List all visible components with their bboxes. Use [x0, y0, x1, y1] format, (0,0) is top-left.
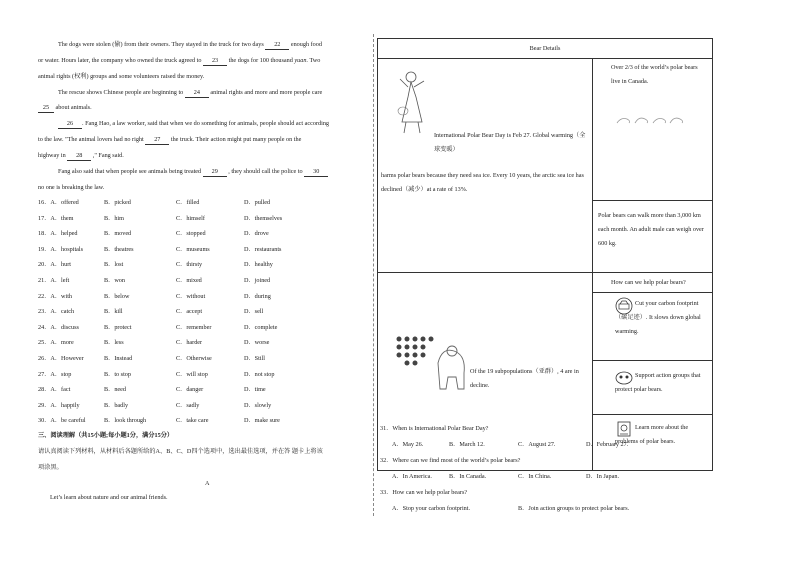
question-31: 31．When is International Polar Bear Day?: [380, 425, 489, 432]
question-option: B．below: [104, 292, 130, 300]
bear-walk-fact: Polar bears can walk more than 3,000 km each month. An adult male can weigh over 600 kg.: [598, 212, 704, 247]
question-option: D．slowly: [244, 401, 272, 409]
question-option-a: 28．A．fact: [38, 386, 71, 394]
question-option: B．Instead: [104, 355, 133, 362]
question-option: B．him: [104, 214, 124, 222]
question-option: B．look through: [104, 417, 147, 425]
question-option: B．protect: [104, 323, 132, 331]
instructions: 请认真阅读下列材料，从材料后各题所给的A、B、C、D四个选项中，选出最佳选项，并在答 题卡上将该: [38, 448, 323, 455]
question-option: D．joined: [244, 277, 271, 284]
question-option: C．mixed: [176, 277, 202, 284]
question-option: D．time: [244, 386, 266, 394]
help-groups-cell: [593, 361, 713, 415]
question-option: B．kill: [104, 308, 123, 316]
table-title: Bear Details: [529, 45, 561, 52]
option: B．March 12.: [449, 441, 485, 448]
blank-28: 28: [67, 152, 91, 161]
passage-line: or water. Hours later, the company who owned the truck agreed to 23 the dogs for 100 thousand yuan. Two: [38, 57, 321, 64]
question-option-a: 27．A．stop: [38, 370, 72, 378]
blank-27: 27: [145, 136, 169, 145]
help-groups: Support action groups that protect polar bears.: [615, 372, 701, 393]
option: A．In America.: [392, 473, 432, 480]
question-option: B．less: [104, 339, 124, 347]
help-title-cell: [593, 273, 713, 293]
question-option-a: 16．A．offered: [38, 199, 79, 206]
question-option: D．sell: [244, 308, 264, 316]
question-option-a: 20．A．hurt: [38, 261, 71, 269]
blank-29: 29: [203, 168, 227, 177]
help-learn: Learn more about the problems of polar bears.: [615, 424, 689, 445]
question-option: B．need: [104, 386, 126, 394]
question-option: D．pulled: [244, 199, 271, 206]
passage-line: The dogs were stolen (偷) from their owners. They stayed in the truck for two days 22 enough food: [58, 41, 322, 48]
question-option: C．thirsty: [176, 261, 203, 269]
question-option-a: 29．A．happily: [38, 401, 80, 409]
question-option: C．danger: [176, 386, 204, 394]
help-title: How can we help polar bears?: [611, 279, 686, 286]
question-option: D．drove: [244, 230, 269, 238]
blank-23: 23: [203, 57, 227, 66]
question-option-a: 25．A．more: [38, 339, 74, 347]
question-option: C．harder: [176, 339, 203, 347]
option: B．In Canada.: [449, 473, 487, 480]
question-option-a: 30．A．be careful: [38, 417, 86, 425]
question-option-a: 19．A．hospitals: [38, 245, 84, 253]
section-heading: 三、阅读理解（共15小题;每小题1分，满分15分）: [38, 432, 174, 439]
girl-with-bear-image: [394, 67, 432, 137]
blank-26: 26: [58, 120, 82, 129]
question-option: C．museums: [176, 245, 210, 253]
passage-line: animal rights (权利) groups and some volunteers raised the money.: [38, 73, 205, 80]
bear-silhouettes-icon: [615, 113, 685, 125]
question-option: C．himself: [176, 214, 205, 222]
question-option: B．lost: [104, 261, 124, 269]
passage-line: to the law. "The animal lovers had no right 27 the truck. Their action might put many people on the: [38, 136, 302, 143]
question-option: D．make sure: [244, 417, 280, 425]
question-option: C．Otherwise: [176, 355, 212, 362]
question-option: D．during: [244, 292, 271, 300]
question-option-a: 23．A．catch: [38, 308, 75, 316]
question-option-a: 17．A．them: [38, 214, 74, 222]
passage-line: 25 about animals.: [38, 104, 92, 113]
instructions: 项涂黑。: [38, 464, 63, 471]
question-option: B．badly: [104, 401, 129, 409]
question-option: D．Still: [244, 355, 265, 362]
passage-line: Fang also said that when people see animals being treated 29 , they should call the police to 30: [58, 168, 328, 177]
passage-line: 26 . Fang Hao, a law worker, said that when we do something for animals, people should act according: [58, 120, 329, 129]
question-option: C．will stop: [176, 370, 208, 378]
question-option: C．stopped: [176, 230, 206, 238]
canada-fact-cell: [593, 59, 713, 201]
option: D．February 27.: [586, 441, 629, 448]
option: C．In China.: [518, 473, 552, 480]
question-option: B．won: [104, 277, 125, 284]
bear-details-table: [377, 38, 713, 471]
question-option: D．complete: [244, 323, 278, 331]
bear-walk-fact-cell: [593, 201, 713, 273]
question-33: 33．How can we help polar bears?: [380, 489, 468, 496]
blank-25: 25: [38, 104, 54, 113]
question-option: C．filled: [176, 199, 200, 206]
polar-bear-family-image: [394, 333, 474, 393]
question-option: D．not stop: [244, 370, 275, 378]
option: D．In Japan.: [586, 473, 619, 480]
blank-24: 24: [185, 89, 209, 98]
canada-fact: Over 2/3 of the world’s polar bears live in Canada.: [611, 64, 698, 85]
passage-letter: A: [205, 480, 210, 487]
question-option: C．take care: [176, 417, 209, 425]
help-carbon: Cut your carbon footprint（碳足迹）. It slows down global warming.: [615, 300, 701, 335]
bear-day-fact-cont: harms polar bears because they need sea ice. Every 10 years, the arctic sea ice has declined（减少）at a rate of 13%.: [381, 172, 584, 193]
question-option: B．theatres: [104, 245, 134, 253]
option: C．August 27.: [518, 441, 556, 448]
subpopulation-fact: Of the 19 subpopulations（亚群）, 4 are in decline.: [470, 368, 579, 389]
passage-line: no one is breaking the law.: [38, 184, 105, 191]
question-option: C．sadly: [176, 401, 200, 409]
question-option-a: 21．A．left: [38, 277, 70, 284]
question-option: D．healthy: [244, 261, 273, 269]
question-option: C．remember: [176, 323, 212, 331]
question-option: D．themselves: [244, 214, 283, 222]
blank-22: 22: [265, 41, 289, 50]
question-option: D．restaurants: [244, 245, 282, 253]
question-option: B．to stop: [104, 370, 131, 378]
option: A．May 26.: [392, 441, 424, 448]
question-option: C．without: [176, 292, 206, 300]
main-fact-cell: [378, 59, 593, 273]
passage-line: The rescue shows Chinese people are beginning to 24 animal rights and more and more people care: [58, 89, 323, 96]
question-option-a: 26．A．However: [38, 355, 84, 362]
question-option: C．accept: [176, 308, 203, 316]
table-title-cell: [378, 39, 713, 59]
bear-day-fact: International Polar Bear Day is Feb 27. Global warming（全球变暖）: [434, 132, 586, 153]
blank-30: 30: [304, 168, 328, 177]
option: A．Stop your carbon footprint.: [392, 505, 471, 512]
option: B．Join action groups to protect polar bears.: [518, 505, 630, 512]
question-option: D．worse: [244, 339, 270, 347]
question-option: B．picked: [104, 199, 131, 206]
question-option: B．moved: [104, 230, 132, 238]
question-32: 32．Where can we find most of the world’s polar bears?: [380, 457, 521, 464]
question-option-a: 24．A．discuss: [38, 323, 79, 331]
question-option-a: 22．A．with: [38, 292, 73, 300]
help-carbon-cell: [593, 293, 713, 361]
passage-intro: Let’s learn about nature and our animal friends.: [50, 494, 168, 501]
passage-line: highway in 28 ," Fang said.: [38, 152, 124, 159]
column-divider: [373, 34, 374, 516]
question-option-a: 18．A．helped: [38, 230, 78, 238]
